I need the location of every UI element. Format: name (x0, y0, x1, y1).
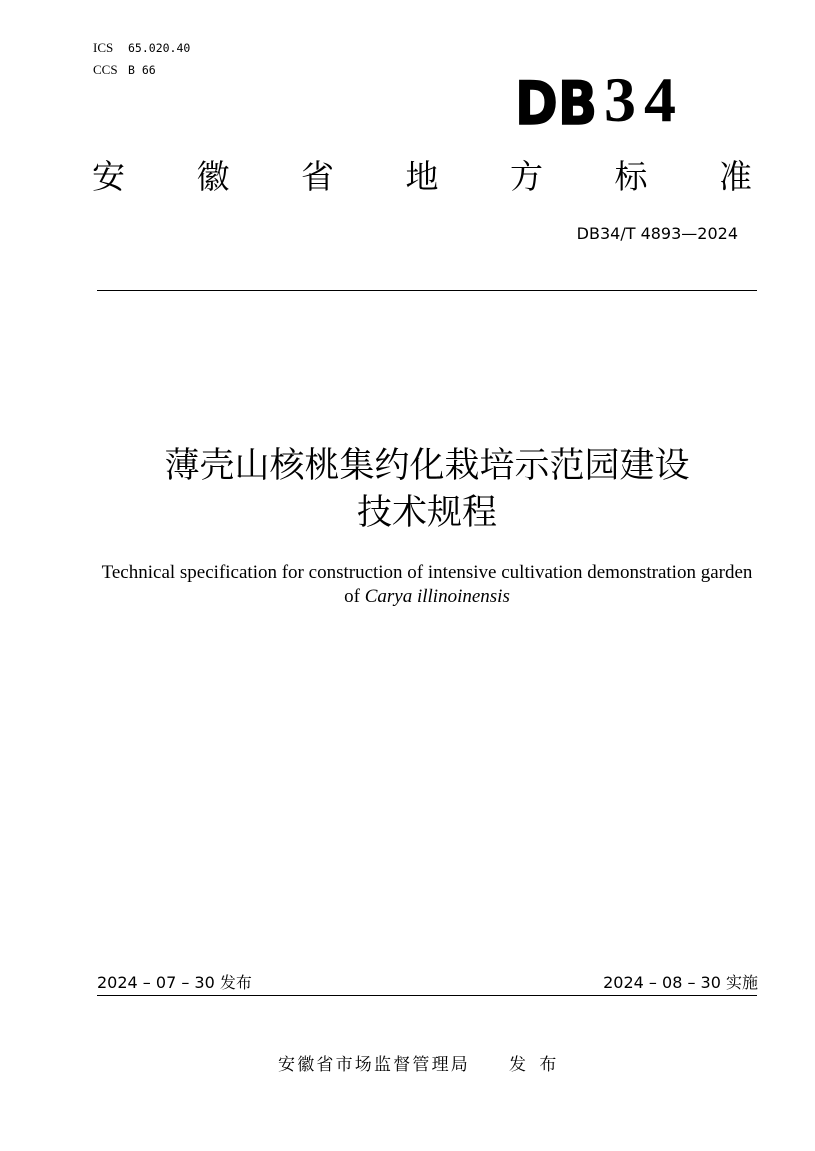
category-char: 标 (614, 157, 648, 196)
publisher-action: 发 布 (509, 1055, 561, 1075)
category-char: 省 (301, 157, 334, 196)
category-char: 徽 (196, 157, 230, 196)
ics-label: ICS (93, 40, 114, 55)
dates-divider (97, 995, 757, 996)
ics-code: 65.020.40 (128, 41, 191, 55)
category-char: 安 (92, 157, 125, 196)
publisher-name: 安徽省市场监督管理局 (278, 1055, 470, 1075)
title-zh-line-1: 薄壳山核桃集约化栽培示范园建设 (164, 446, 690, 486)
ccs-label: CCS (93, 62, 118, 77)
standard-logo-db: DB (515, 69, 598, 139)
category-char: 方 (510, 157, 543, 196)
ccs-code: B 66 (128, 63, 156, 77)
title-en-line-2 (97, 585, 757, 609)
title-en-prefix: of (344, 586, 365, 607)
title-zh-line-2: 技术规程 (356, 493, 497, 533)
standard-logo-number: 34 (604, 64, 684, 135)
category-char: 地 (405, 157, 439, 196)
title-en-line-1: Technical specification for construction of intensive cultivation demonstration garden (101, 562, 753, 583)
standard-category-heading (92, 155, 752, 199)
implementation-date: 2024 – 08 – 30 实施 (603, 973, 758, 992)
category-char: 准 (719, 157, 752, 196)
header-divider (97, 290, 757, 291)
issue-date: 2024 – 07 – 30 发布 (97, 973, 252, 992)
standard-number: DB34/T 4893—2024 (576, 224, 738, 243)
title-en-species: Carya illinoinensis (364, 586, 510, 607)
